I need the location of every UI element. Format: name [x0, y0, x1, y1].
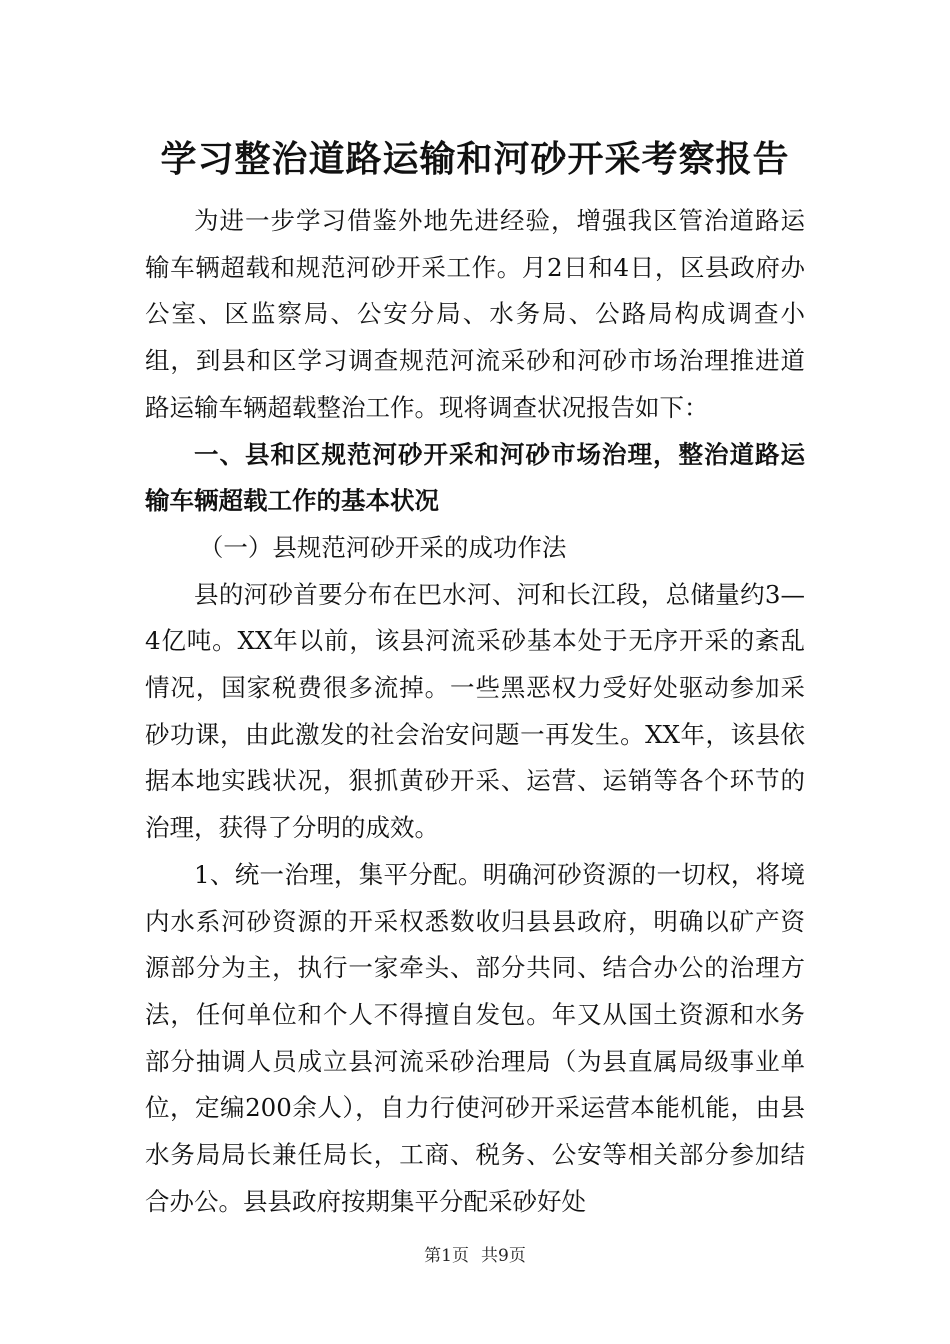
section-heading: 一、县和区规范河砂开采和河砂市场治理，整治道路运输车辆超载工作的基本状况 [145, 439, 805, 516]
body-paragraph: 县的河砂首要分布在巴水河、河和长江段，总储量约3—4亿吨。XX年以前，该县河流采砂基本处于无序开采的紊乱情况，国家税费很多流掉。一些黑恶权力受好处驱动参加采砂功课，由此激发的社会治安问题一再发生。XX年，该县依据本地实践状况，狠抓黄砂开采、运营、运销等各个环节的治理，获得了分明的成效。 [145, 579, 805, 843]
page-number: 第1页 [424, 1246, 469, 1266]
page-footer [0, 1244, 950, 1268]
document-body [145, 198, 805, 1225]
subsection-heading: （一）县规范河砂开采的成功作法 [198, 532, 567, 562]
document-title: 学习整治道路运输和河砂开采考察报告 [160, 138, 790, 180]
page-total: 共9页 [481, 1246, 526, 1266]
body-paragraph: 1、统一治理，集平分配。明确河砂资源的一切权，将境内水系河砂资源的开采权悉数收归县县政府，明确以矿产资源部分为主，执行一家牵头、部分共同、结合办公的治理方法，任何单位和个人不得擅自发包。年又从国土资源和水务部分抽调人员成立县河流采砂治理局（为县直属局级事业单位，定编200余人），自力行使河砂开采运营本能机能，由县水务局局长兼任局长，工商、税务、公安等相关部分参加结合办公。县县政府按期集平分配采砂好处 [145, 859, 805, 1216]
intro-paragraph: 为进一步学习借鉴外地先进经验，增强我区管治道路运输车辆超载和规范河砂开采工作。月2日和4日，区县政府办公室、区监察局、公安分局、水务局、公路局构成调查小组，到县和区学习调查规范河流采砂和河砂市场治理推进道路运输车辆超载整治工作。现将调查状况报告如下： [145, 206, 805, 422]
